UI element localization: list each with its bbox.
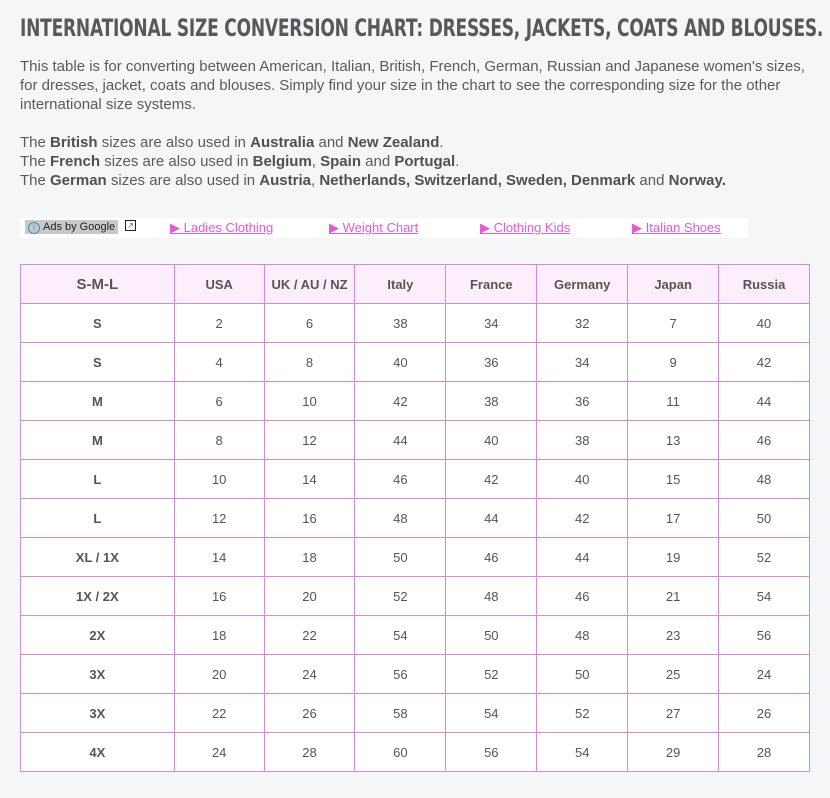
table-cell: 48 [719,460,810,499]
table-cell: 40 [719,304,810,343]
table-cell: 56 [719,616,810,655]
external-link-icon[interactable]: ↗ [125,220,136,231]
column-header: USA [174,265,264,304]
note-british [20,133,810,152]
table-header-row [21,265,810,304]
note-bold: Austria [259,172,311,189]
table-cell: 24 [719,655,810,694]
table-cell: 2 [174,304,264,343]
table-cell: 50 [355,538,446,577]
note-text: sizes are also used in [106,172,260,189]
column-header: Russia [719,265,810,304]
table-cell: 36 [446,343,537,382]
table-cell: 34 [537,343,628,382]
ad-link-ladies-clothing[interactable]: ▶ Ladies Clothing [170,220,274,235]
ad-bar [20,218,748,238]
info-icon: i [28,222,40,234]
table-cell: 46 [537,577,628,616]
table-row [21,616,810,655]
table-row [21,694,810,733]
table-cell: 42 [719,343,810,382]
size-label-cell: M [21,382,175,421]
note-text: and [635,172,669,189]
table-cell: 44 [355,421,446,460]
ad-link-weight-chart[interactable]: ▶ Weight Chart [329,220,419,235]
table-cell: 38 [537,421,628,460]
table-cell: 40 [355,343,446,382]
note-bold: Norway. [668,172,726,189]
page-title: INTERNATIONAL SIZE CONVERSION CHART: DRESSES, JACKETS, COATS AND BLOUSES. [20,14,824,42]
note-text: . [455,153,460,170]
table-cell: 16 [174,577,264,616]
table-cell: 4 [174,343,264,382]
table-cell: 24 [264,655,355,694]
table-cell: 19 [628,538,719,577]
table-cell: 46 [355,460,446,499]
note-bold: New Zealand [347,134,440,151]
size-label-cell: 4X [21,733,175,772]
size-label-cell: L [21,499,175,538]
table-cell: 54 [537,733,628,772]
table-cell: 14 [264,460,355,499]
table-cell: 11 [628,382,719,421]
size-label-cell: M [21,421,175,460]
table-cell: 10 [174,460,264,499]
table-cell: 21 [628,577,719,616]
table-cell: 12 [264,421,355,460]
table-cell: 28 [719,733,810,772]
table-cell: 52 [719,538,810,577]
note-text: The [20,153,51,170]
table-row [21,343,810,382]
table-cell: 22 [264,616,355,655]
note-text: The [20,134,51,151]
table-cell: 48 [355,499,446,538]
table-cell: 52 [355,577,446,616]
table-cell: 26 [719,694,810,733]
note-bold: German [50,172,107,189]
table-cell: 50 [537,655,628,694]
table-cell: 50 [719,499,810,538]
table-cell: 56 [446,733,537,772]
table-cell: 12 [174,499,264,538]
table-cell: 20 [174,655,264,694]
table-cell: 44 [537,538,628,577]
table-cell: 58 [355,694,446,733]
table-cell: 36 [537,382,628,421]
note-bold: French [50,153,101,170]
table-row [21,421,810,460]
note-text: The [20,172,51,189]
note-text: , [311,153,321,170]
size-label-cell: XL / 1X [21,538,175,577]
column-header: Japan [628,265,719,304]
table-cell: 52 [537,694,628,733]
note-text: and [314,134,348,151]
table-cell: 22 [174,694,264,733]
size-label-cell: 1X / 2X [21,577,175,616]
note-french [20,152,810,171]
note-text: , [310,172,320,189]
table-cell: 46 [719,421,810,460]
size-label-cell: 2X [21,616,175,655]
table-cell: 18 [174,616,264,655]
table-cell: 34 [446,304,537,343]
table-cell: 54 [446,694,537,733]
table-cell: 44 [446,499,537,538]
note-bold: Netherlands, Switzerland, Sweden, Denmark [319,172,636,189]
note-text: and [360,153,395,170]
table-cell: 17 [628,499,719,538]
table-cell: 27 [628,694,719,733]
table-row [21,460,810,499]
note-bold: Belgium [252,153,312,170]
table-cell: 32 [537,304,628,343]
note-text: sizes are also used in [100,153,253,170]
table-cell: 48 [537,616,628,655]
table-row [21,499,810,538]
table-cell: 6 [264,304,355,343]
note-bold: Spain [320,153,361,170]
table-cell: 38 [446,382,537,421]
table-cell: 29 [628,733,719,772]
table-cell: 60 [355,733,446,772]
table-row [21,655,810,694]
table-row [21,733,810,772]
table-cell: 50 [446,616,537,655]
note-bold: Portugal [394,153,456,170]
table-cell: 40 [537,460,628,499]
table-cell: 6 [174,382,264,421]
table-cell: 14 [174,538,264,577]
note-text: sizes are also used in [97,134,251,151]
ad-link-clothing-kids[interactable]: ▶ Clothing Kids [480,220,571,235]
table-cell: 16 [264,499,355,538]
table-cell: 42 [446,460,537,499]
table-cell: 18 [264,538,355,577]
note-bold: Australia [250,134,315,151]
table-cell: 7 [628,304,719,343]
column-header: UK / AU / NZ [264,265,355,304]
table-cell: 8 [264,343,355,382]
table-cell: 52 [446,655,537,694]
table-cell: 9 [628,343,719,382]
table-cell: 24 [174,733,264,772]
column-header: S-M-L [21,265,175,304]
column-header: France [446,265,537,304]
ads-label: Ads by Google [43,221,116,233]
table-row [21,382,810,421]
table-cell: 38 [355,304,446,343]
table-cell: 10 [264,382,355,421]
table-row [21,538,810,577]
table-cell: 54 [719,577,810,616]
table-cell: 44 [719,382,810,421]
size-label-cell: 3X [21,694,175,733]
table-cell: 40 [446,421,537,460]
table-cell: 15 [628,460,719,499]
table-cell: 20 [264,577,355,616]
size-label-cell: S [21,343,175,382]
table-cell: 48 [446,577,537,616]
note-text: . [439,134,444,151]
table-cell: 56 [355,655,446,694]
table-cell: 28 [264,733,355,772]
table-cell: 25 [628,655,719,694]
note-bold: British [50,134,98,151]
size-conversion-table [20,264,810,772]
table-row [21,304,810,343]
note-german [20,171,810,190]
size-label-cell: L [21,460,175,499]
size-label-cell: S [21,304,175,343]
table-cell: 26 [264,694,355,733]
column-header: Italy [355,265,446,304]
table-cell: 54 [355,616,446,655]
intro-text: This table is for converting between American, Italian, British, French, German, Russian and Japanese women's sizes, for dresses, jacket, coats and blouses. Simply find your size in the chart to see the corresponding size for the other international size systems. [20,58,805,113]
ad-link-italian-shoes[interactable]: ▶ Italian Shoes [632,220,721,235]
table-cell: 13 [628,421,719,460]
ads-by-google-button[interactable] [25,220,118,234]
table-cell: 42 [355,382,446,421]
table-row [21,577,810,616]
table-cell: 42 [537,499,628,538]
table-cell: 8 [174,421,264,460]
table-cell: 46 [446,538,537,577]
table-cell: 23 [628,616,719,655]
size-label-cell: 3X [21,655,175,694]
intro-section [20,57,810,190]
column-header: Germany [537,265,628,304]
